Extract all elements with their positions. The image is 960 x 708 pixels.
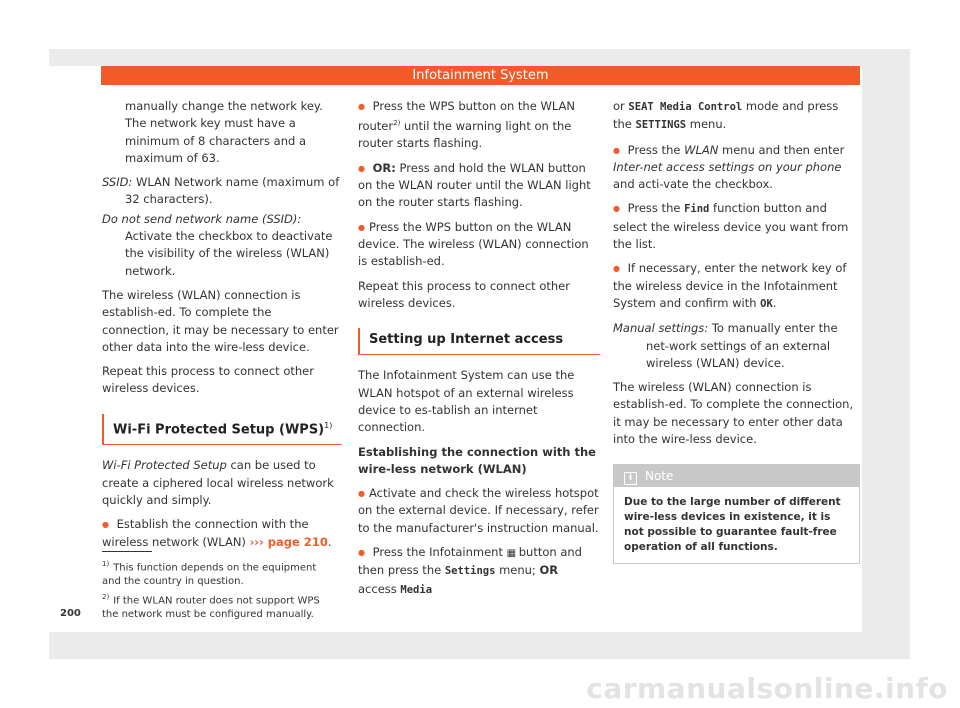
seat-media-control-code: SEAT Media Control	[628, 101, 743, 113]
info-icon: i	[624, 472, 637, 485]
bullet-text: Press the Infotainment	[372, 545, 507, 560]
page-reference-link[interactable]: ››› page 210	[249, 534, 328, 549]
subheading-establish-connection: Establishing the connection with the wire-less network (WLAN)	[358, 444, 596, 476]
footnote-2	[102, 591, 338, 621]
footnote-1-mark: 1)	[102, 560, 110, 568]
bullet-establish-connection	[102, 516, 342, 551]
bullet-text-cont: until the warning light on the router starts flashing.	[358, 119, 572, 151]
paragraph-repeat-2: Repeat this process to connect other wireless devices.	[358, 278, 570, 310]
paragraph-connection-3: The wireless (WLAN) connection is establish-ed. To complete the connection, it may be necessary to enter other data into the wire-less device.	[613, 380, 854, 447]
definition-ssid	[102, 174, 342, 209]
bullet-press-find	[613, 200, 860, 253]
bullet-press-wps-router	[358, 98, 600, 153]
column-2	[358, 98, 600, 606]
settings-code: SETTINGS	[635, 119, 687, 132]
text-a: Press the	[627, 201, 685, 216]
find-code: Find	[684, 203, 710, 216]
note-box	[613, 464, 860, 564]
internet-access-italic: Inter-net access settings on your phone	[613, 159, 842, 174]
bullet-enter-network-key	[613, 260, 860, 313]
note-text: Due to the large number of different wire-less devices in existence, it is not possible to guarantee fault-free operation of all functions.	[624, 496, 841, 554]
settings-code: Settings	[444, 565, 496, 578]
bullet-activate-hotspot: ● Activate and check the wireless hotspot on the external device. If necessary, refer to the manufacturer's instruction manual.	[358, 485, 600, 537]
or-label: OR	[539, 563, 559, 578]
footnote-2-text: If the WLAN router does not support WPS the network must be configured manually.	[102, 595, 320, 621]
bullet-press-infotainment	[358, 544, 600, 599]
manual-settings-label: Manual settings:	[613, 321, 709, 336]
text-c: and acti-vate the checkbox.	[613, 177, 773, 192]
chapter-header: Infotainment System	[101, 66, 860, 85]
page-number: 200	[60, 608, 81, 619]
note-title: Note	[645, 469, 674, 484]
text-b: .	[772, 295, 777, 310]
paragraph-wps-intro	[102, 457, 342, 509]
do-not-send-label: Do not send network name (SSID):	[102, 211, 302, 226]
column-1	[102, 98, 342, 558]
footnote-1	[102, 558, 338, 588]
do-not-send-text: Activate the checkbox to deactivate the visibility of the wireless (WLAN) network.	[125, 229, 333, 278]
footnote-ref-2: 2)	[393, 119, 401, 128]
bullet-press-wlan-menu	[613, 142, 860, 194]
ssid-text: WLAN Network name (maximum of 32 characters).	[125, 175, 340, 207]
bullet-press-wps-device: ● Press the WPS button on the WLAN device. The wireless (WLAN) connection is establish-ed.	[358, 219, 600, 271]
definition-do-not-send	[102, 211, 342, 280]
wlan-italic: WLAN	[684, 142, 719, 157]
text-b: mode and press the	[613, 99, 839, 132]
bullet-text: Establish the connection with the wireless network (WLAN)	[102, 517, 309, 549]
paragraph-network-key: manually change the network key. The network key must have a minimum of 8 characters and a maximum of 63.	[125, 99, 323, 165]
footnote-divider	[102, 551, 152, 552]
definition-manual-settings	[613, 320, 860, 372]
or-label: OR:	[372, 160, 396, 175]
wps-intro-text: can be used to create a ciphered local wireless network quickly and simply.	[102, 458, 334, 507]
footnote-1-text: This function depends on the equipment and the country in question.	[102, 562, 317, 587]
text-b: function button and select the wireless device you want from the list.	[613, 201, 849, 252]
bullet-or-hold-wlan	[358, 160, 600, 212]
ssid-label: SSID:	[102, 175, 133, 190]
bullet-text-c: menu;	[495, 563, 540, 578]
bullet-text: Press and hold the WLAN button on the WLAN router until the WLAN light on the router starts flashing.	[358, 160, 591, 210]
ok-code: OK	[760, 297, 773, 310]
section-heading-internet: Setting up Internet access	[358, 328, 600, 355]
text-c: menu.	[686, 117, 727, 132]
section-title: Wi-Fi Protected Setup (WPS)	[113, 422, 325, 438]
text-a: If necessary, enter the network key of the wireless device in the Infotainment System and confirm with	[613, 261, 847, 310]
paragraph-seat-media	[613, 98, 860, 135]
text-a: or	[613, 99, 629, 113]
footnotes	[102, 551, 338, 625]
bullet-text-b: button and then press the	[358, 545, 582, 578]
column-3	[613, 98, 860, 564]
paragraph-connection: The wireless (WLAN) connection is establish-ed. To complete the connection, it may be necessary to enter other data into the wire-less device.	[102, 287, 339, 354]
section-heading-wps	[102, 414, 342, 446]
menu-grid-icon: ▦	[506, 548, 516, 560]
watermark: carmanualsonline.info	[586, 672, 948, 705]
paragraph-internet-intro: The Infotainment System can use the WLAN hotspot of an external wireless device to es-tablish an internet connection.	[358, 368, 575, 435]
bullet-text: Press the WPS button on the WLAN router	[358, 99, 575, 134]
wps-italic-term: Wi-Fi Protected Setup	[102, 458, 227, 473]
bullet-end: .	[327, 534, 332, 549]
text-b: menu and then enter	[718, 142, 845, 157]
manual-settings-text: To manually enter the net-work settings of an external wireless (WLAN) device.	[646, 321, 838, 370]
footnote-2-mark: 2)	[102, 593, 110, 602]
text-a: Press the	[627, 142, 685, 157]
footnote-ref-1: 1)	[324, 420, 333, 430]
paragraph-repeat: Repeat this process to connect other wireless devices.	[102, 364, 314, 396]
note-header	[614, 465, 859, 487]
bullet-text-d: access	[358, 581, 401, 596]
media-code: Media	[400, 583, 433, 596]
